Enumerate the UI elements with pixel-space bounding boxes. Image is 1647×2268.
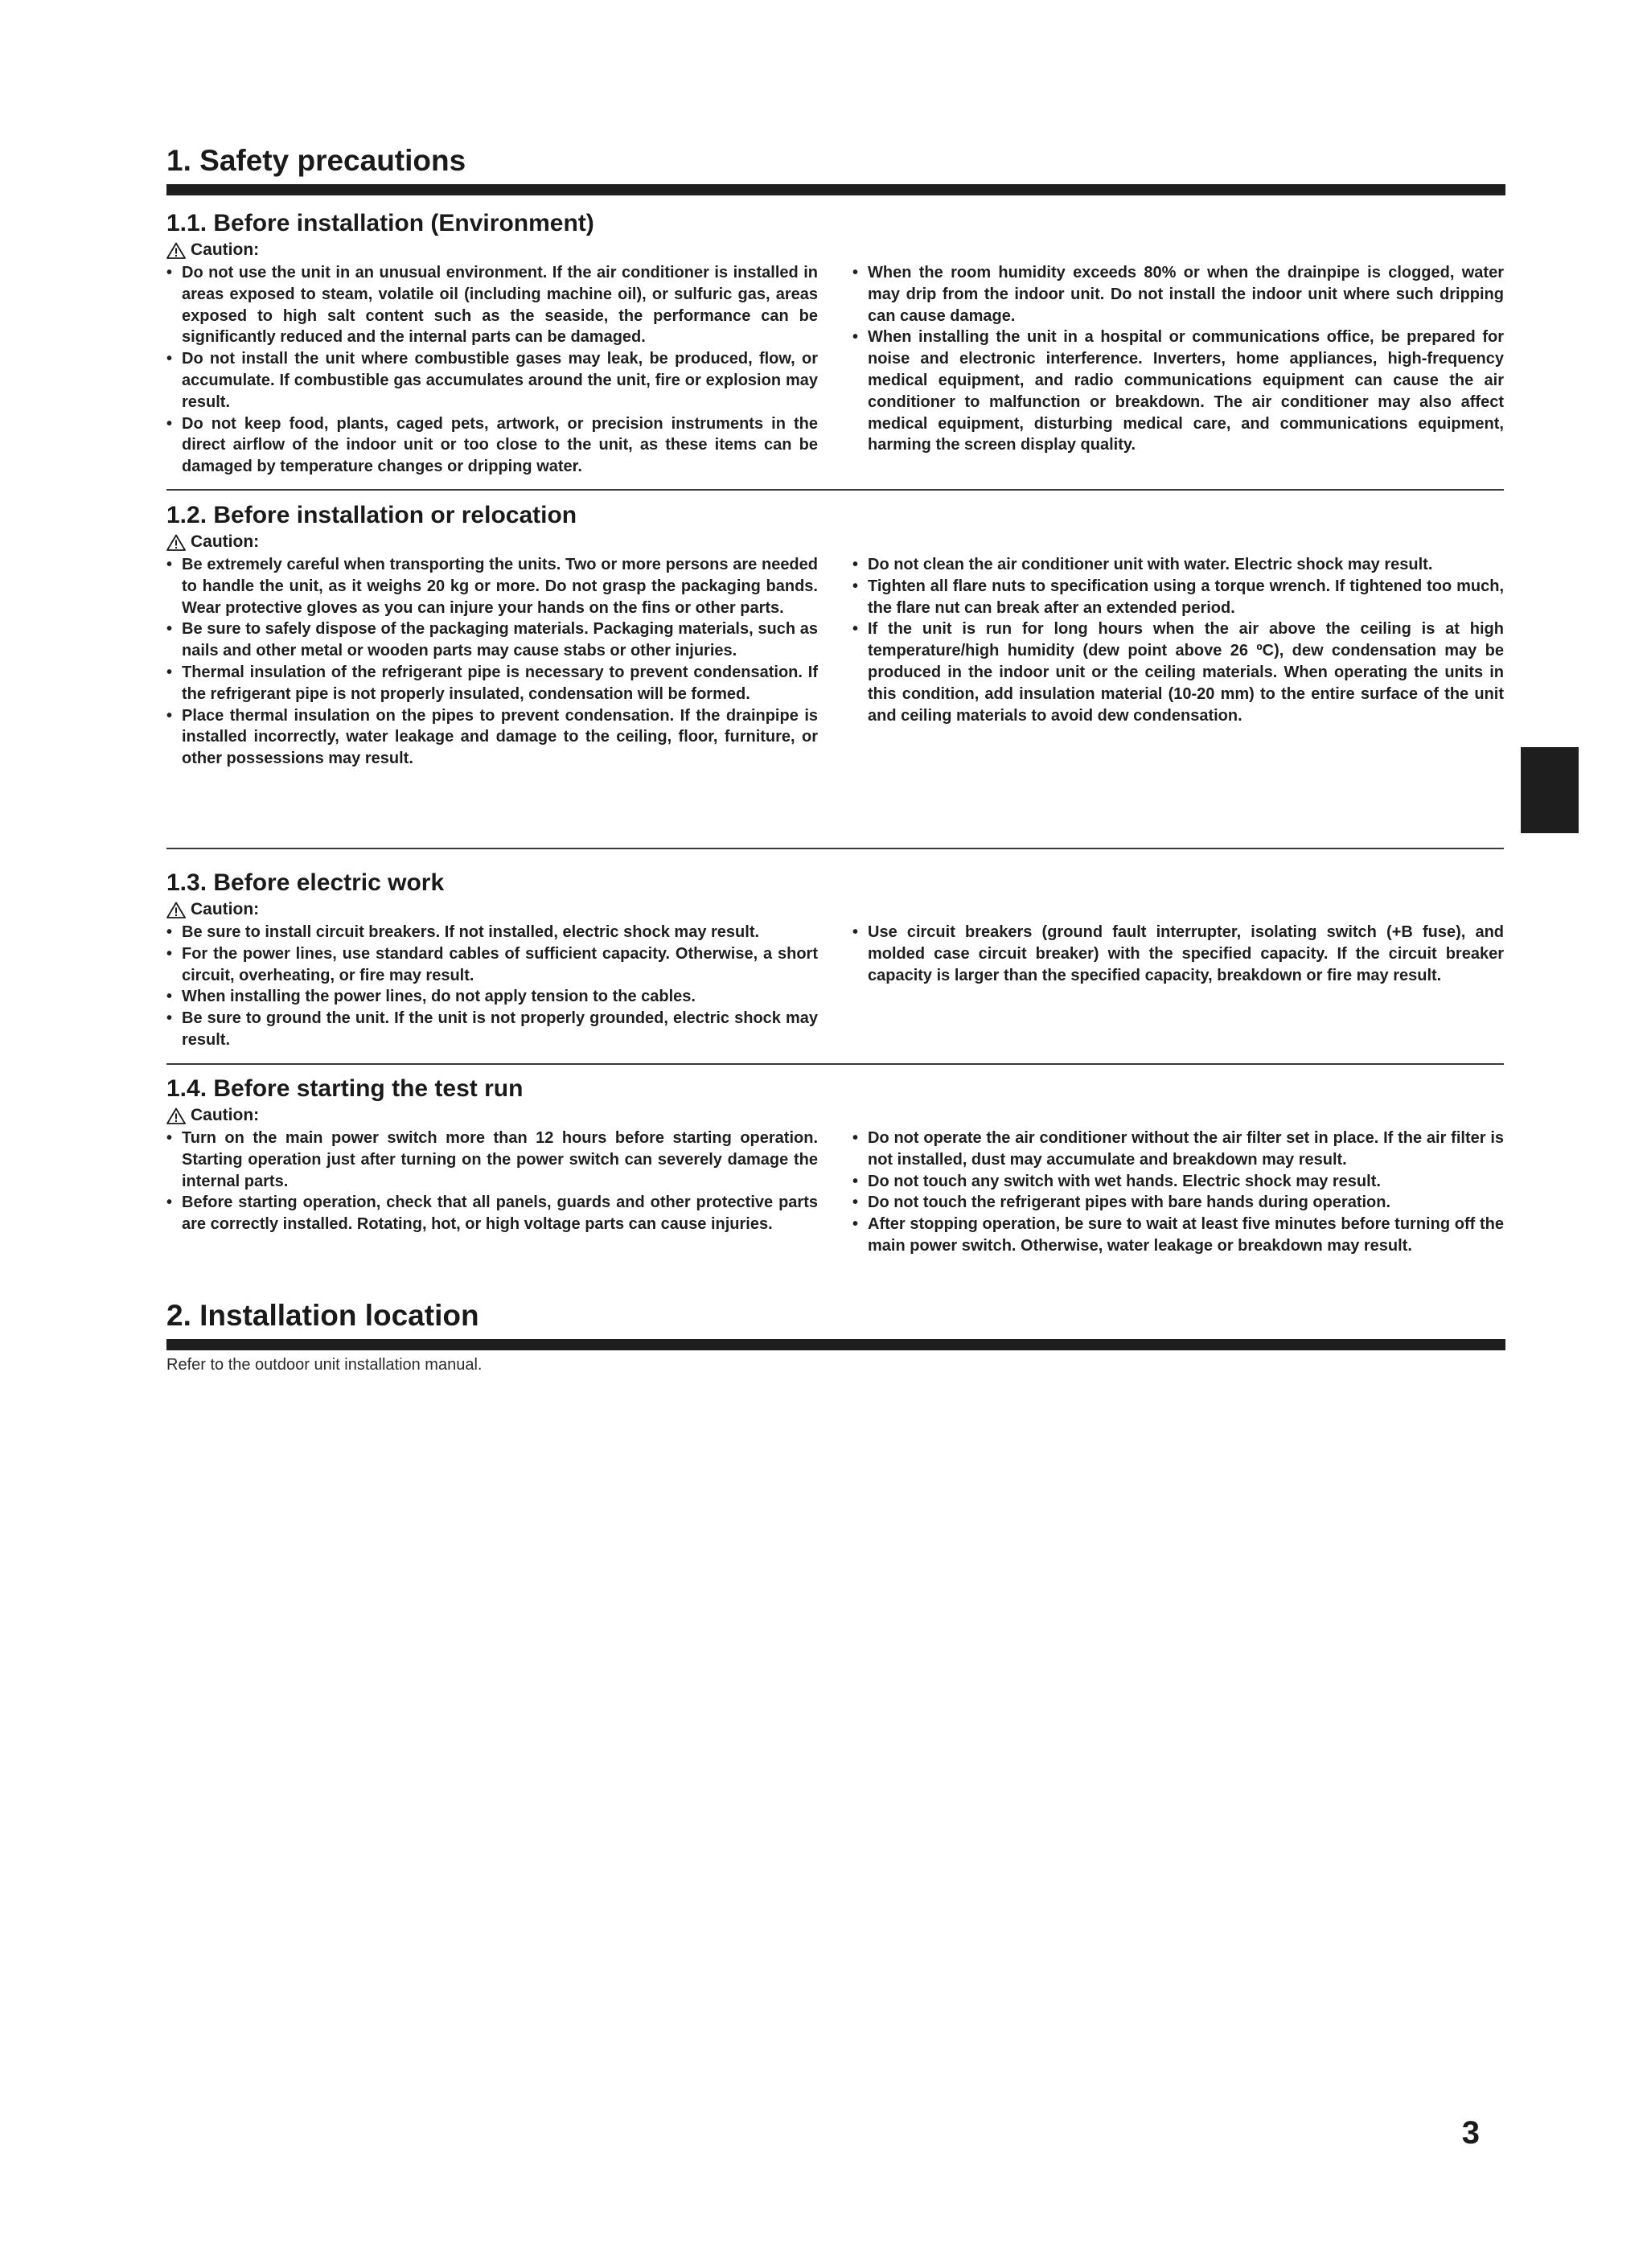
subsection-1-2 — [166, 501, 1505, 768]
list-item: • Before starting operation, check that all panels, guards and other protective parts are correctly installed. Rotating, hot, or high voltage parts can cause injuries. — [166, 1192, 818, 1235]
chapter-tab-marker — [1521, 747, 1579, 833]
list-item: • When the room humidity exceeds 80% or when the drainpipe is clogged, water may drip from the indoor unit. Do not install the indoor unit where such dripping can cause damage. — [852, 262, 1504, 327]
section-1-rule — [166, 184, 1505, 195]
s12-left-list — [166, 554, 818, 770]
list-item: • Do not clean the air conditioner unit with water. Electric shock may result. — [852, 554, 1504, 576]
caution-label: Caution: — [166, 532, 1505, 553]
list-item: • Do not touch the refrigerant pipes with bare hands during operation. — [852, 1192, 1504, 1214]
list-item: • For the power lines, use standard cables of sufficient capacity. Otherwise, a short circuit, overheating, or fire may result. — [166, 943, 818, 987]
warning-triangle-icon — [166, 902, 186, 918]
warning-triangle-icon — [166, 1107, 186, 1124]
s12-right-list — [852, 554, 1504, 726]
list-item: • Do not use the unit in an unusual environment. If the air conditioner is installed in areas exposed to steam, volatile oil (including machine oil), or sulfuric gas, areas exposed to high salt content such as the seaside, the performance can be significantly reduced and the internal parts can be damaged. — [166, 262, 818, 348]
caution-label: Caution: — [166, 899, 1505, 920]
list-item: • If the unit is run for long hours when the air above the ceiling is at high temperature/high humidity (dew point above 26 ºC), dew condensation may be produced in the indoor unit or the ceiling materials. When operating the units in this condition, add insulation material (10-20 mm) to the entire surface of the unit and ceiling materials to avoid dew condensation. — [852, 618, 1504, 726]
list-item: • Thermal insulation of the refrigerant pipe is necessary to prevent condensation. If the refrigerant pipe is not properly insulated, condensation will be formed. — [166, 662, 818, 705]
subsection-1-3-title: 1.3. Before electric work — [166, 869, 445, 896]
caution-label: Caution: — [166, 240, 1505, 261]
section-1-title: 1. Safety precautions — [166, 144, 466, 177]
list-item: • Do not operate the air conditioner without the air filter set in place. If the air filter is not installed, dust may accumulate and breakdown may result. — [852, 1128, 1504, 1171]
list-item: • Be sure to safely dispose of the packaging materials. Packaging materials, such as nails and other metal or wooden parts may cause stabs or other injuries. — [166, 618, 818, 662]
s11-right-list — [852, 262, 1504, 456]
s14-right-list — [852, 1128, 1504, 1257]
list-item: • Do not touch any switch with wet hands. Electric shock may result. — [852, 1171, 1504, 1193]
s14-left-list — [166, 1128, 818, 1235]
warning-triangle-icon — [166, 534, 186, 551]
list-item: • When installing the unit in a hospital or communications office, be prepared for noise and electronic interference. Inverters, home appliances, high-frequency medical equipment, and radio communications equipment can cause the air conditioner to malfunction or breakdown. The air conditioner may also affect medical equipment, disturbing medical care, and communications equipment, harming the screen display quality. — [852, 327, 1504, 456]
list-item: • Do not install the unit where combustible gases may leak, be produced, flow, or accumulate. If combustible gas accumulates around the unit, fire or explosion may result. — [166, 348, 818, 413]
list-item: • Tighten all flare nuts to specification using a torque wrench. If tightened too much, the flare nut can break after an extended period. — [852, 576, 1504, 619]
s13-left-list — [166, 922, 818, 1051]
subsection-1-4 — [166, 1074, 1505, 1255]
list-item: • Be sure to install circuit breakers. If not installed, electric shock may result. — [166, 922, 818, 943]
section-2-text: Refer to the outdoor unit installation manual. — [166, 1356, 483, 1374]
caution-label: Caution: — [166, 1105, 1505, 1126]
list-item: • Be extremely careful when transporting the units. Two or more persons are needed to handle the unit, as it weighs 20 kg or more. Do not grasp the packaging bands. Wear protective gloves as you can injure your hands on the fins or other parts. — [166, 554, 818, 618]
list-item: • When installing the power lines, do not apply tension to the cables. — [166, 986, 818, 1008]
section-divider — [166, 848, 1504, 849]
warning-triangle-icon — [166, 242, 186, 259]
list-item: • Turn on the main power switch more than 12 hours before starting operation. Starting operation just after turning on the power switch can severely damage the internal parts. — [166, 1128, 818, 1192]
section-divider — [166, 489, 1504, 491]
list-item: • After stopping operation, be sure to wait at least five minutes before turning off the main power switch. Otherwise, water leakage or breakdown may result. — [852, 1214, 1504, 1257]
subsection-1-1 — [166, 209, 1505, 476]
list-item: • Be sure to ground the unit. If the unit is not properly grounded, electric shock may result. — [166, 1008, 818, 1051]
subsection-1-1-title: 1.1. Before installation (Environment) — [166, 210, 594, 236]
s13-right-list — [852, 922, 1504, 986]
section-divider — [166, 1063, 1504, 1065]
s11-left-list — [166, 262, 818, 478]
list-item: • Place thermal insulation on the pipes to prevent condensation. If the drainpipe is installed incorrectly, water leakage and damage to the ceiling, floor, furniture, or other possessions may result. — [166, 705, 818, 770]
section-2-rule — [166, 1339, 1505, 1350]
subsection-1-3 — [166, 869, 1505, 1049]
list-item: • Do not keep food, plants, caged pets, artwork, or precision instruments in the direct airflow of the indoor unit or too close to the unit, as these items can be damaged by temperature changes or dripping water. — [166, 413, 818, 478]
subsection-1-4-title: 1.4. Before starting the test run — [166, 1075, 524, 1102]
list-item: • Use circuit breakers (ground fault interrupter, isolating switch (+B fuse), and molded case circuit breaker) with the specified capacity. If the circuit breaker capacity is larger than the specified capacity, breakdown or fire may result. — [852, 922, 1504, 986]
page-number: 3 — [1461, 2115, 1480, 2151]
subsection-1-2-title: 1.2. Before installation or relocation — [166, 502, 577, 528]
section-2-title: 2. Installation location — [166, 1299, 479, 1332]
